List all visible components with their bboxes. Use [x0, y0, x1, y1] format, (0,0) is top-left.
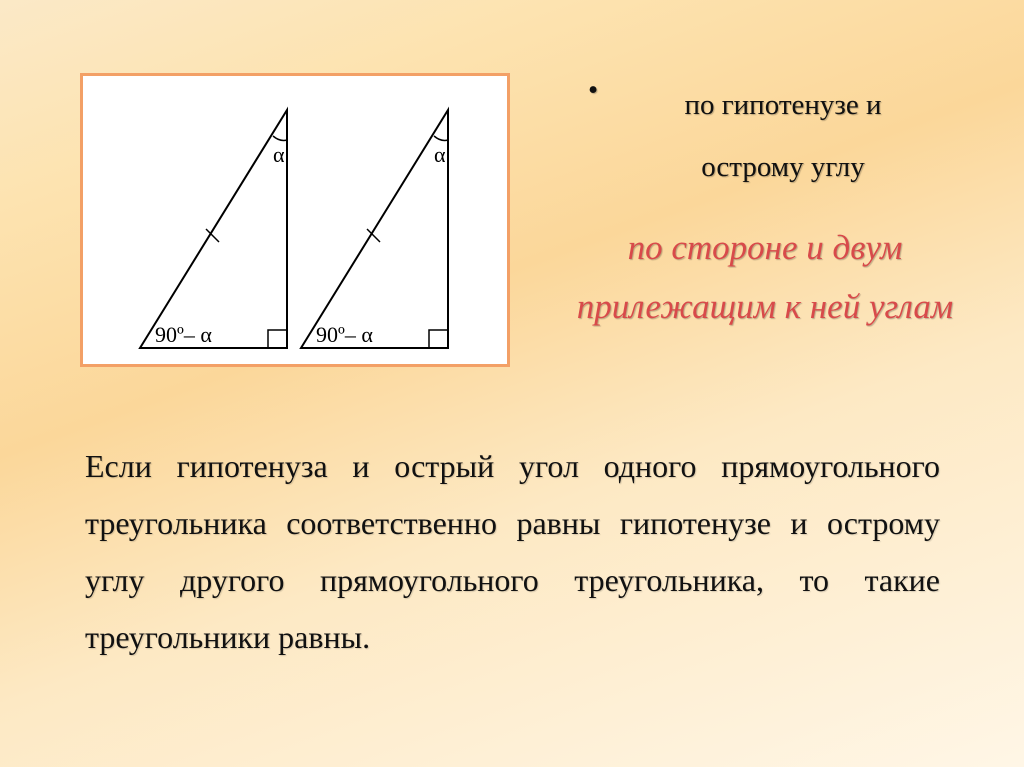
triangles-diagram: [83, 76, 513, 370]
right-angle-marker-1: [268, 330, 287, 348]
triangle-2: [301, 110, 448, 348]
alpha-label-1: α: [273, 142, 285, 167]
bullet-text: по гипотенузе и острому углу: [684, 89, 882, 183]
complement-angle-label-2: 90º– α: [316, 322, 373, 347]
theorem-paragraph: Если гипотенуза и острый угол одного прямоугольного треугольника соответственно равны гипотенузе и острому углу другого прямоугольного треугольника, то такие треугольники равны.: [85, 448, 940, 655]
angle-arc-2: [434, 136, 448, 141]
bullet-dot: •: [588, 74, 599, 106]
alpha-label-2: α: [434, 142, 446, 167]
right-angle-marker-2: [429, 330, 448, 348]
triangle-1: [140, 110, 287, 348]
red-heading: по стороне и двум прилежащим к ней углам: [576, 228, 954, 326]
complement-angle-label-1: 90º– α: [155, 322, 212, 347]
diagram-box: [80, 73, 510, 367]
angle-arc-1: [273, 136, 287, 141]
